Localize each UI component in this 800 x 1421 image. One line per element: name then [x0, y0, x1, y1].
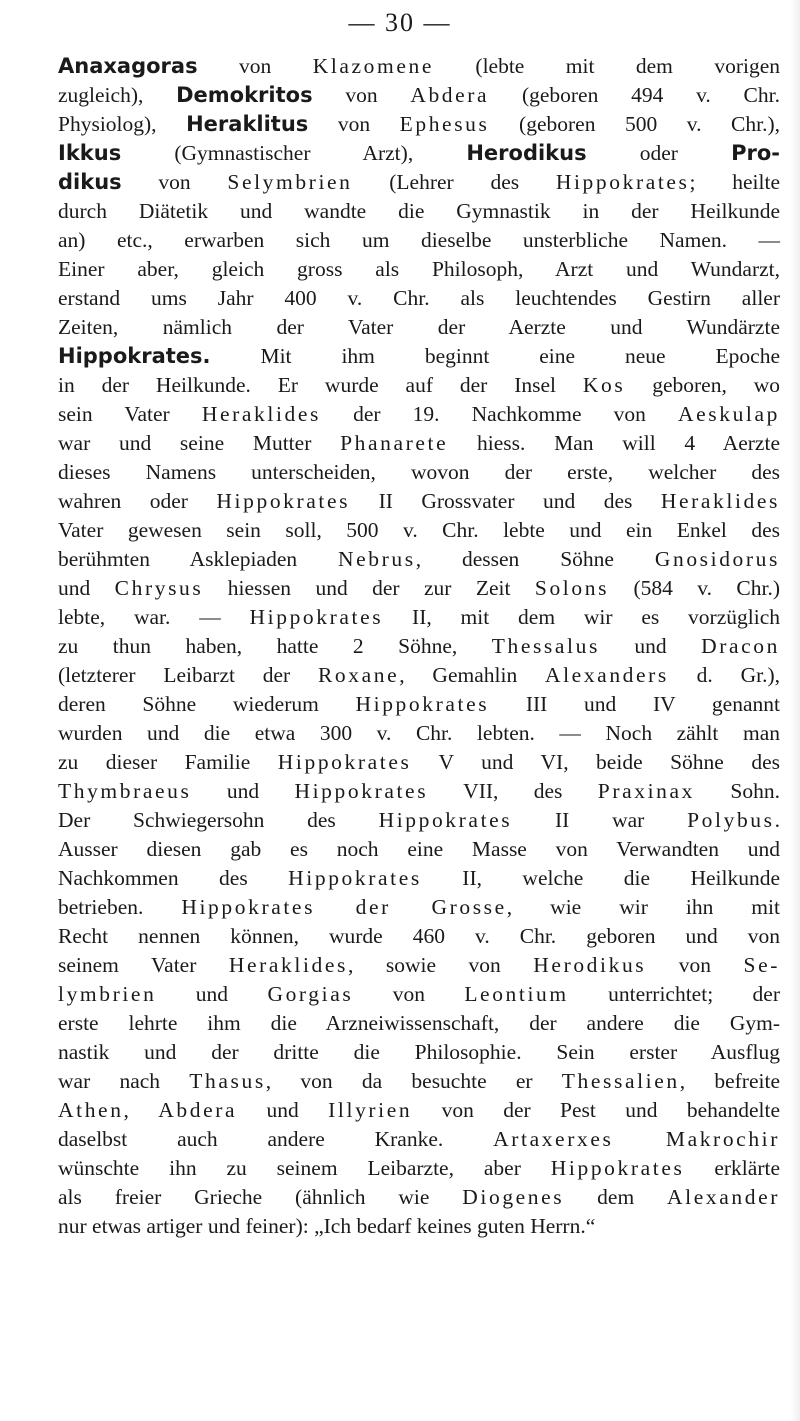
spaced-name: Athen: [58, 1098, 124, 1122]
page-number: — 30 —: [348, 8, 452, 37]
text-line: daselbst auch andere Kranke. Artaxerxes Makrochir: [58, 1127, 780, 1151]
spaced-name: Heraklides: [660, 489, 780, 513]
name-heading: Herodikus: [466, 141, 587, 165]
text-line: war und seine Mutter Phanarete hiess. Man will 4 Aerzte: [58, 431, 780, 455]
text-line: an) etc., erwarben sich um dieselbe unsterbliche Namen. —: [58, 228, 780, 252]
spaced-name: Solons: [534, 576, 610, 600]
spaced-name: Nebrus: [338, 547, 416, 571]
spaced-name: Kos: [582, 373, 626, 397]
name-heading: Ikkus: [58, 141, 122, 165]
spaced-name: Hippokrates: [216, 489, 351, 513]
text-line: Athen, Abdera und Illyrien von der Pest und behandelte: [58, 1098, 780, 1122]
spaced-name: Leontium: [464, 982, 569, 1006]
text-line: dikus von Selymbrien (Lehrer des Hippokrates; heilte: [58, 170, 780, 194]
text-line: wurden und die etwa 300 v. Chr. lebten. — Noch zählt man: [58, 721, 780, 745]
text-line: war nach Thasus, von da besuchte er Thessalien, befreite: [58, 1069, 780, 1093]
spaced-name: Hippokrates: [378, 808, 513, 832]
text-line: berühmten Asklepiaden Nebrus, dessen Söhne Gnosidorus: [58, 547, 780, 571]
name-heading: Pro-: [731, 141, 780, 165]
name-heading: Heraklitus: [186, 112, 309, 136]
text-line: zu dieser Familie Hippokrates V und VI, beide Söhne des: [58, 750, 780, 774]
text-line: seinem Vater Heraklides, sowie von Herodikus von Se-: [58, 953, 780, 977]
text-line: Nachkommen des Hippokrates II, welche die Heilkunde: [58, 866, 781, 890]
spaced-name: Hippokrates: [288, 866, 422, 890]
text-line: Ausser diesen gab es noch eine Masse von Verwandten und: [58, 837, 780, 861]
spaced-name: Praxinax: [597, 779, 696, 803]
text-line: lymbrien und Gorgias von Leontium unterrichtet; der: [58, 982, 780, 1006]
text-line: Hippokrates. Mit ihm beginnt eine neue Epoche: [58, 344, 780, 368]
spaced-name: Roxane: [317, 663, 400, 687]
text-line: Physiolog), Heraklitus von Ephesus (geboren 500 v. Chr.),: [58, 112, 780, 136]
spaced-name: Abdera: [158, 1098, 238, 1122]
name-heading: Anaxagoras: [58, 54, 198, 78]
text-line: deren Söhne wiederum Hippokrates III und IV genannt: [58, 692, 780, 716]
spaced-name: Heraklides: [201, 402, 321, 426]
name-heading: Hippokrates.: [58, 344, 211, 368]
spaced-name: Gnosidorus: [654, 547, 780, 571]
text-line: (letzterer Leibarzt der Roxane, Gemahlin Alexanders d. Gr.),: [58, 663, 780, 687]
text-line: dieses Namens unterscheiden, wovon der erste, welcher des: [58, 460, 780, 484]
text-line: und Chrysus hiessen und der zur Zeit Solons (584 v. Chr.): [58, 576, 781, 600]
text-line: sein Vater Heraklides der 19. Nachkomme von Aeskulap: [58, 402, 780, 426]
text-line: wahren oder Hippokrates II Grossvater und des Heraklides: [58, 489, 780, 513]
spaced-name: Diogenes: [462, 1185, 565, 1209]
spaced-name: Thessalus: [491, 634, 600, 658]
page-edge-shadow: [790, 0, 800, 1421]
text-line: wünschte ihn zu seinem Leibarzte, aber Hippokrates erklärte: [58, 1156, 780, 1180]
spaced-name: Hippokrates: [294, 779, 429, 803]
spaced-name: Hippokrates: [277, 750, 412, 774]
spaced-name: Thasus: [189, 1069, 266, 1093]
spaced-name: Abdera: [410, 83, 490, 107]
text-line: Ikkus (Gymnastischer Arzt), Herodikus oder Pro-: [58, 141, 780, 165]
spaced-name: Polybus: [687, 808, 775, 832]
spaced-name: Dracon: [701, 634, 781, 658]
text-line: Thymbraeus und Hippokrates VII, des Praxinax Sohn.: [58, 779, 780, 803]
spaced-name: Hippokrates der Grosse: [181, 895, 507, 919]
spaced-name: Se-: [743, 953, 780, 977]
spaced-name: Hippokrates: [550, 1156, 685, 1180]
text-line: erstand ums Jahr 400 v. Chr. als leuchtendes Gestirn aller: [58, 286, 780, 310]
spaced-name: Gorgias: [267, 982, 354, 1006]
spaced-name: Hippokrates: [355, 692, 490, 716]
spaced-name: Phanarete: [340, 431, 449, 455]
spaced-name: Thessalien: [561, 1069, 680, 1093]
spaced-name: Artaxerxes Makrochir: [493, 1127, 780, 1151]
body-text: [58, 52, 780, 1241]
spaced-name: Alexanders: [544, 663, 669, 687]
text-line: betrieben. Hippokrates der Grosse, wie wir ihn mit: [58, 895, 780, 919]
name-heading: Demokritos: [176, 83, 313, 107]
text-line: Anaxagoras von Klazomene (lebte mit dem vorigen: [58, 54, 780, 78]
text-line: Vater gewesen sein soll, 500 v. Chr. lebte und ein Enkel des: [58, 518, 780, 542]
spaced-name: Thymbraeus: [58, 779, 192, 803]
text-line: als freier Grieche (ähnlich wie Diogenes dem Alexander: [58, 1185, 780, 1209]
spaced-name: Klazomene: [312, 54, 434, 78]
spaced-name: Hippokrates: [249, 605, 384, 629]
text-line: Recht nennen können, wurde 460 v. Chr. geboren und von: [58, 924, 780, 948]
text-line: Zeiten, nämlich der Vater der Aerzte und Wundärzte: [58, 315, 780, 339]
text-line: Der Schwiegersohn des Hippokrates II war Polybus.: [58, 808, 780, 832]
text-line: zugleich), Demokritos von Abdera (geboren 494 v. Chr.: [58, 83, 780, 107]
spaced-name: Heraklides: [228, 953, 349, 977]
spaced-name: Hippokrates: [555, 170, 690, 194]
text-line: Einer aber, gleich gross als Philosoph, Arzt und Wundarzt,: [58, 257, 780, 281]
text-line: erste lehrte ihm die Arzneiwissenschaft, der andere die Gym-: [58, 1011, 780, 1035]
spaced-name: Illyrien: [328, 1098, 413, 1122]
name-heading: dikus: [58, 170, 122, 194]
text-line: nastik und der dritte die Philosophie. Sein erster Ausflug: [58, 1040, 780, 1064]
text-line: lebte, war. — Hippokrates II, mit dem wir es vorzüglich: [58, 605, 780, 629]
spaced-name: Ephesus: [399, 112, 490, 136]
spaced-name: Alexander: [667, 1185, 780, 1209]
text-line: nur etwas artiger und feiner): „Ich bedarf keines guten Herrn.“: [58, 1214, 596, 1238]
spaced-name: Herodikus: [533, 953, 647, 977]
text-line: zu thun haben, hatte 2 Söhne, Thessalus und Dracon: [58, 634, 781, 658]
spaced-name: lymbrien: [58, 982, 157, 1006]
spaced-name: Chrysus: [114, 576, 204, 600]
text-line: durch Diätetik und wandte die Gymnastik in der Heilkunde: [58, 199, 780, 223]
text-line: in der Heilkunde. Er wurde auf der Insel Kos geboren, wo: [58, 373, 780, 397]
spaced-name: Selymbrien: [227, 170, 353, 194]
spaced-name: Aeskulap: [677, 402, 780, 426]
